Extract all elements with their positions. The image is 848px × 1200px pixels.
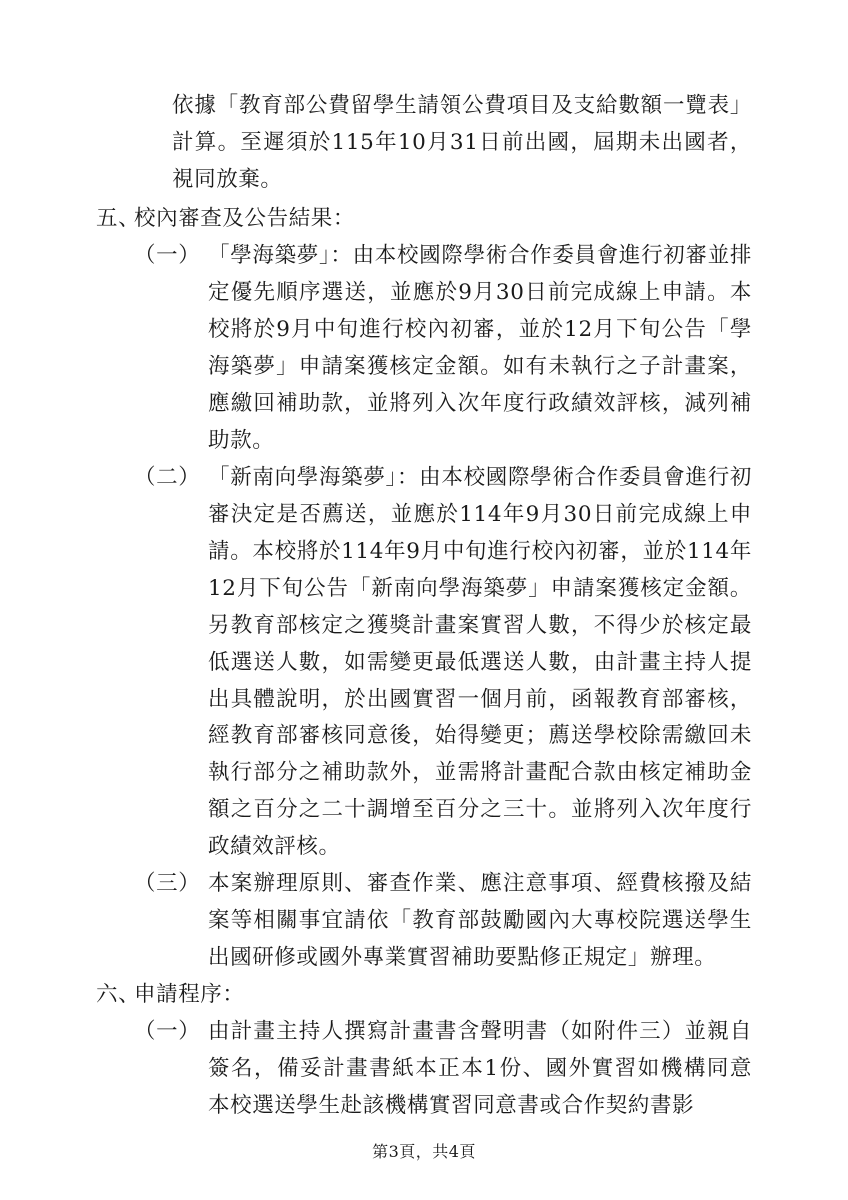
list-marker: （三） bbox=[134, 871, 201, 897]
list-item-text: 「學海築夢」：由本校國際學術合作委員會進行初審並排定優先順序選送，並應於9月30日前完成線上申請。本校將於9月中旬進行校內初審，並於12月下旬公告「學海築夢」申請案獲核定金額。如有未執行之子計畫案，應繳回補助款，並將列入次年度行政績效評核，減列補助款。 bbox=[208, 242, 752, 453]
page-footer: 第3頁，共4頁 bbox=[372, 1142, 476, 1161]
list-item-level2 bbox=[96, 460, 752, 867]
list-marker: （一） bbox=[134, 1019, 201, 1045]
list-item-text: 校內審查及公告結果： bbox=[134, 205, 356, 231]
list-marker: （二） bbox=[134, 464, 201, 490]
list-item-text: 由計畫主持人撰寫計畫書含聲明書（如附件三）並親自簽名，備妥計畫書紙本正本1份、國外實習如機構同意本校選送學生赴該機構實習同意書或合作契約書影 bbox=[208, 1019, 752, 1119]
list-item-level2 bbox=[96, 1014, 752, 1125]
list-item-level2 bbox=[96, 238, 752, 460]
list-item-level1 bbox=[96, 977, 752, 1014]
list-item-text: 「新南向學海築夢」：由本校國際學術合作委員會進行初審決定是否薦送，並應於114年9月30日前完成線上申請。本校將於114年9月中旬進行校內初審，並於114年12月下旬公告「新南向學海築夢」申請案獲核定金額。另教育部核定之獲獎計畫案實習人數，不得少於核定最低選送人數，如需變更最低選送人數，由計畫主持人提出具體說明，於出國實習一個月前，函報教育部審核，經教育部審核同意後，始得變更；薦送學校除需繳回未執行部分之補助款外，並需將計畫配合款由核定補助金額之百分之二十調增至百分之三十。並將列入次年度行政績效評核。 bbox=[208, 464, 752, 860]
list-item-level1 bbox=[96, 201, 752, 238]
list-item-level2 bbox=[96, 866, 752, 977]
list-marker: 六、 bbox=[96, 982, 141, 1008]
list-marker: （一） bbox=[134, 242, 201, 268]
list-item-text: 本案辦理原則、審查作業、應注意事項、經費核撥及結案等相關事宜請依「教育部鼓勵國內大專校院選送學生出國研修或國外專業實習補助要點修正規定」辦理。 bbox=[208, 871, 752, 971]
list-marker: 五、 bbox=[96, 205, 141, 231]
paragraph-continuation: 依據「教育部公費留學生請領公費項目及支給數額一覽表」計算。至遲須於115年10月31日前出國，屆期未出國者，視同放棄。 bbox=[172, 93, 752, 192]
document-body bbox=[96, 88, 752, 1125]
list-item-text: 申請程序： bbox=[134, 982, 245, 1008]
